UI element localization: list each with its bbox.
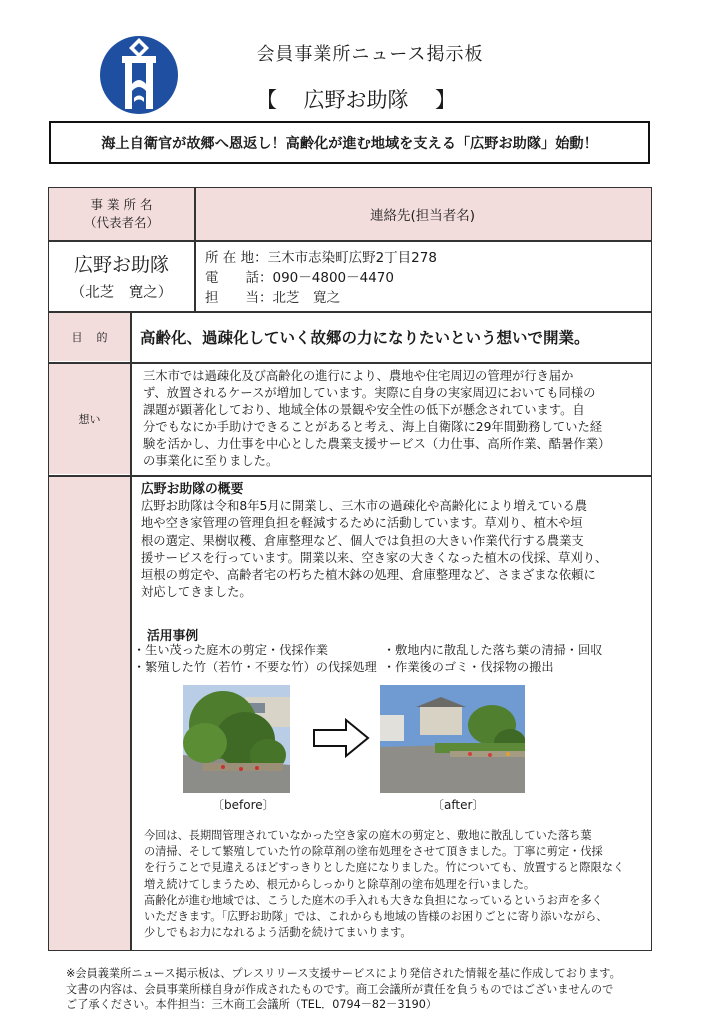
- report-line: 今回は、長期間管理されていなかった空き家の庭木の剪定と、敷地に散乱していた落ち葉: [144, 829, 592, 842]
- report-line: の清掃、そして繁殖していた竹の除草剤の塗布処理をさせて頂きました。丁寧に剪定・伐採: [144, 845, 603, 859]
- chamber-logo-icon: [98, 34, 180, 116]
- report-line: 増え続けてしまうため、根元からしっかりと除草剤の塗布処理を行いました。: [144, 877, 536, 891]
- overview-line: 対応してきました。: [141, 585, 252, 600]
- business-name: 広野お助隊: [303, 88, 409, 112]
- omoi-line: の事業化に至りました。: [143, 454, 279, 468]
- head-representative: （代表者名）: [83, 215, 159, 230]
- right-arrow-icon: [312, 718, 370, 758]
- contact-person: 担 当：北芝 寛之: [205, 290, 340, 306]
- purpose-label: 目的: [49, 313, 130, 361]
- omoi-line: ず、放置されるケースが増加しています。実際に自身の実家周辺においても同様の: [143, 386, 596, 400]
- head-business-name: 事 業 所 名: [90, 197, 153, 212]
- report-line: 高齢化が進む地域では、こうした庭木の手入れも大きな負担になっているというお声を多く: [144, 893, 603, 907]
- overview-line: 広野お助隊は令和8年5月に開業し、三木市の過疎化や高齢化により増えている農: [141, 499, 588, 514]
- example-item: ・生い茂った庭木の剪定・伐採作業: [133, 643, 328, 657]
- table-divider: [194, 188, 196, 312]
- overview-title: 広野お助隊の概要: [141, 482, 244, 497]
- table-divider: [49, 240, 651, 242]
- report-line: 少しでもお力になれるよう活動を続けてまいります。: [144, 926, 412, 940]
- overview-line: 垣根の剪定や、高齢者宅の朽ちた植木鉢の処理、倉庫整理など、さまざまな依頼に: [141, 568, 596, 583]
- contact-info: [205, 248, 645, 308]
- after-photo: [380, 685, 525, 793]
- footer-line: 文書の内容は、会員事業所様自身が作成されたものです。商工会議所が責任を負うものではございませんので: [66, 982, 614, 996]
- omoi-label: 想い: [49, 363, 130, 474]
- blank-label-cell: [49, 476, 130, 950]
- omoi-line: 験を活かし、力仕事を中心とした農業支援サービス（力仕事、高所作業、酷暑作業）: [143, 437, 611, 451]
- table-business-name: 広野お助隊: [73, 254, 169, 276]
- bracket-open: 【: [256, 88, 277, 112]
- info-table: [48, 187, 652, 951]
- footer-note: [66, 966, 666, 1013]
- report-line: いただきます。「広野お助隊」では、これからも地域の皆様のお困りごとに寄り添いながら、: [144, 910, 608, 924]
- head-contact-cell: [194, 188, 651, 240]
- table-divider: [49, 475, 651, 477]
- report-line: を行うことで見違えるほどすっきりとした庭になりました。竹についても、放置すると際限なく: [144, 861, 625, 875]
- after-caption: 〔after〕: [432, 798, 485, 812]
- head-contact: 連絡先(担当者名): [369, 208, 476, 224]
- footer-line: ※会員義業所ニュース掲示板は、プレスリリース支援サービスにより発信された情報を基に作成しております。: [66, 967, 621, 980]
- overview-line: 根の選定、果樹収穫、倉庫整理など、個人では負担の大きい作業代行する農業支: [141, 533, 584, 548]
- example-item: ・作業後のゴミ・伐採物の搬出: [383, 660, 554, 674]
- before-caption: 〔before〕: [212, 798, 275, 812]
- business-name-heading: [256, 84, 456, 114]
- omoi-line: 課題が顕著化しており、地域全体の景観や安全性の低下が懸念されています。自: [143, 403, 585, 417]
- report-text: [144, 828, 649, 941]
- table-divider: [49, 362, 651, 364]
- table-representative: （北芝 寛之）: [70, 285, 173, 301]
- omoi-text: [143, 368, 647, 470]
- example-item: ・繁殖した竹（若竹・不要な竹）の伐採処理: [133, 660, 377, 674]
- example-item: ・敷地内に散乱した落ち葉の清掃・回収: [383, 643, 603, 657]
- overview-line: 地や空き家管理の管理負担を軽減するために活動しています。草刈り、植木や垣: [141, 516, 583, 531]
- purpose-text: 高齢化、過疎化していく故郷の力になりたいという想いで開業。: [140, 329, 590, 347]
- head-business-name-cell: [49, 188, 194, 240]
- before-photo: [183, 685, 290, 793]
- overview-line: 援サービスを行っています。開業以来、空き家の大きくなった植木の伐採、草刈り、: [141, 550, 608, 565]
- examples-list: [133, 642, 648, 676]
- bracket-close: 】: [435, 88, 456, 112]
- contact-address: 所 在 地：三木市志染町広野2丁目278: [205, 250, 437, 266]
- headline: 海上自衛官が故郷へ恩返し！高齢化が進む地域を支える「広野お助隊」始動！: [101, 135, 598, 152]
- table-divider: [130, 312, 132, 950]
- contact-phone: 電 話：090－4800－4470: [205, 270, 394, 286]
- omoi-line: 分でもなにか手助けできることがあると考え、海上自衛隊に29年間勤務していた経: [143, 420, 603, 434]
- overview-section: [141, 481, 647, 601]
- headline-box: [49, 121, 650, 164]
- business-name-cell: [49, 241, 194, 311]
- footer-line: ご了承ください。本件担当：三木商工会議所（TEL．0794－82－3190）: [66, 998, 438, 1011]
- omoi-line: 三木市では過疎化及び高齢化の進行により、農地や住宅周辺の管理が行き届か: [143, 369, 574, 383]
- table-divider: [49, 311, 651, 313]
- examples-title: 活用事例: [147, 629, 199, 644]
- board-title: 会員事業所ニュース掲示板: [256, 44, 484, 65]
